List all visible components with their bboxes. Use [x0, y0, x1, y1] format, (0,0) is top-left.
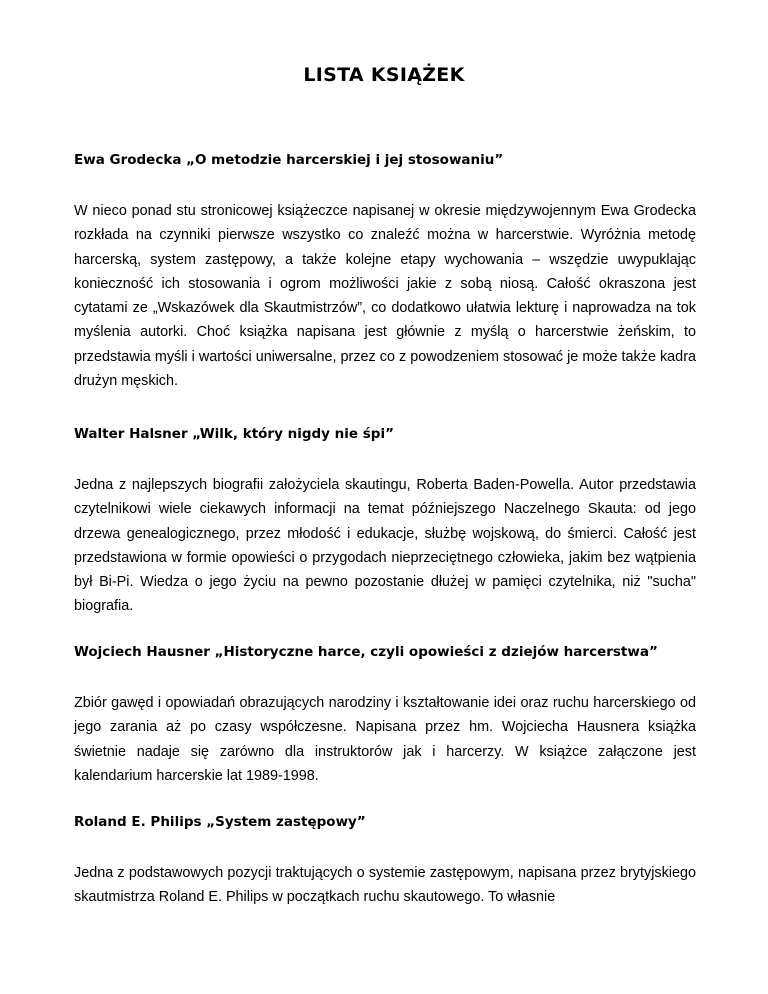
page-title: LISTA KSIĄŻEK — [303, 64, 465, 86]
book-description: W nieco ponad stu stronicowej książeczce napisanej w okresie międzywojennym Ewa Grodecka rozkłada na czynniki pierwsze wszystko co znaleźć można w harcerstwie. Wyróżnia metodę harcerską, system zastępowy, a także kolejne etapy wychowania – wszędzie uwypuklając konieczność ich stosowania i ogrom możliwości jakie z sobą niosą. Całość okraszona jest cytatami ze „Wskazówek dla Skautmistrzów”, co dodatkowo ułatwia lekturę i naprowadza na tok myślenia autorki. Choć książka napisana jest głównie z myślą o harcerstwie żeńskim, to przedstawia myśli i wartości uniwersalne, przez co z powodzeniem stosować je może także kadra drużyn męskich. — [74, 203, 696, 389]
book-heading: Roland E. Philips „System zastępowy” — [74, 814, 366, 830]
book-entry-hausner — [74, 642, 696, 788]
book-description: Jedna z podstawowych pozycji traktujących o systemie zastępowym, napisana przez brytyjskiego skautmistrza Roland E. Philips w początkach ruchu skautowego. To własnie — [74, 865, 696, 906]
book-heading: Walter Halsner „Wilk, który nigdy nie śpi” — [74, 426, 394, 442]
book-heading: Ewa Grodecka „O metodzie harcerskiej i jej stosowaniu” — [74, 152, 504, 168]
book-entry-grodecka — [74, 150, 696, 393]
book-description: Zbiór gawęd i opowiadań obrazujących narodziny i kształtowanie idei oraz ruchu harcerskiego od jego zarania aż po czasy współczesne. Napisana przez hm. Wojciecha Hausnera książka świetnie nadaje się zarówno dla instruktorów jak i harcerzy. W książce załączone jest kalendarium harcerskie lat 1989-1998. — [74, 695, 696, 784]
book-entry-halsner — [74, 424, 696, 619]
book-entry-philips — [74, 812, 696, 910]
book-description: Jedna z najlepszych biografii założyciela skautingu, Roberta Baden-Powella. Autor przedstawia czytelnikowi wiele ciekawych informacji na temat późniejszego Naczelnego Skauta: od jego drzewa genealogicznego, przez młodość i edukacje, służbę wojskową, do śmierci. Całość jest przedstawiona w formie opowieści o przygodach nieprzeciętnego człowieka, jakim bez wątpienia był Bi-Pi. Wiedza o jego życiu na pewno pozostanie dłużej w pamięci czytelnika, niż "sucha" biografia. — [74, 477, 696, 615]
book-heading: Wojciech Hausner „Historyczne harce, czyli opowieści z dziejów harcerstwa” — [74, 644, 658, 660]
